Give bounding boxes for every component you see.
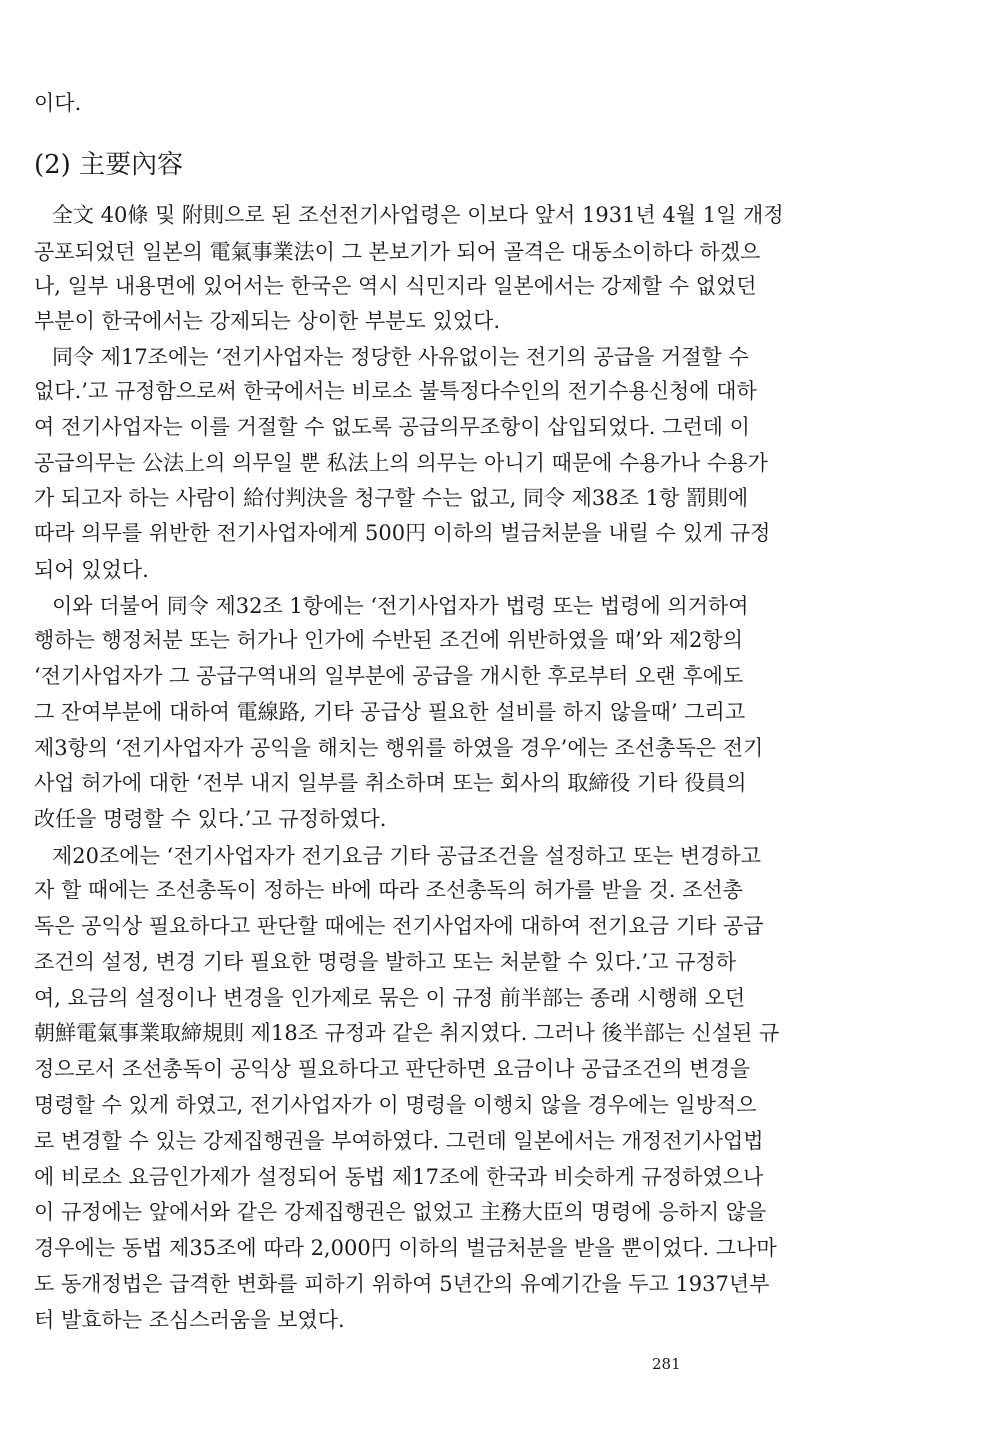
text-line: 없다.’고 규정함으로써 한국에서는 비로소 불특정다수인의 전기수용신청에 대하 <box>34 379 757 403</box>
page-number: 281 <box>652 1355 681 1373</box>
text-line: 로 변경할 수 있는 강제집행권을 부여하였다. 그런데 일본에서는 개정전기사업법 <box>34 1129 764 1153</box>
text-line: 명령할 수 있게 하였고, 전기사업자가 이 명령을 이행치 않을 경우에는 일방적으 <box>34 1093 757 1117</box>
text-line: 도 동개정법은 급격한 변화를 피하기 위하여 5년간의 유예기간을 두고 1937년부 <box>34 1272 770 1296</box>
text-line: 이 규정에는 앞에서와 같은 강제집행권은 없었고 主務大臣의 명령에 응하지 않을 <box>34 1200 767 1224</box>
text-line: 改任을 명령할 수 있다.’고 규정하였다. <box>34 807 387 831</box>
text-line: 全文 40條 및 附則으로 된 조선전기사업령은 이보다 앞서 1931년 4월 1일 개정 <box>52 203 784 227</box>
text-line: 여, 요금의 설정이나 변경을 인가제로 묶은 이 규정 前半部는 종래 시행해 오던 <box>34 986 746 1010</box>
text-line: 독은 공익상 필요하다고 판단할 때에는 전기사업자에 대하여 전기요금 기타 공급 <box>34 914 764 938</box>
text-line: 행하는 행정처분 또는 허가나 인가에 수반된 조건에 위반하였을 때’와 제2항의 <box>34 628 743 652</box>
text-line: 제20조에는 ‘전기사업자가 전기요금 기타 공급조건을 설정하고 또는 변경하고 <box>52 844 761 868</box>
text-line: 터 발효하는 조심스러움을 보였다. <box>34 1308 345 1332</box>
text-line: 조건의 설정, 변경 기타 필요한 명령을 발하고 또는 처분할 수 있다.’고 규정하 <box>34 950 737 974</box>
text-line: 따라 의무를 위반한 전기사업자에게 500円 이하의 벌금처분을 내릴 수 있게 규정 <box>34 521 771 545</box>
text-line: 에 비로소 요금인가제가 설정되어 동법 제17조에 한국과 비슷하게 규정하였으나 <box>34 1165 764 1189</box>
text-line: 공포되었던 일본의 電氣事業法이 그 본보기가 되어 골격은 대동소이하다 하겠으 <box>34 240 761 264</box>
text-line: 朝鮮電氣事業取締規則 제18조 규정과 같은 취지였다. 그러나 後半部는 신설된 규 <box>34 1021 780 1045</box>
text-line: 여 전기사업자는 이를 거절할 수 없도록 공급의무조항이 삽입되었다. 그런데 이 <box>34 415 750 439</box>
text-line: 가 되고자 하는 사람이 給付判決을 청구할 수는 없고, 同令 제38조 1항 罰則에 <box>34 486 749 510</box>
text-line: 되어 있었다. <box>34 558 149 582</box>
text-line: 나, 일부 내용면에 있어서는 한국은 역시 식민지라 일본에서는 강제할 수 없었던 <box>34 274 757 298</box>
text-line: 자 할 때에는 조선총독이 정하는 바에 따라 조선총독의 허가를 받을 것. 조선총 <box>34 878 743 902</box>
section-heading: (2) 主要內容 <box>34 150 184 180</box>
text-line: 同令 제17조에는 ‘전기사업자는 정당한 사유없이는 전기의 공급을 거절할 수 <box>52 345 749 369</box>
text-line: 이다. <box>34 91 82 115</box>
text-line: 부분이 한국에서는 강제되는 상이한 부분도 있었다. <box>34 309 501 333</box>
text-line: 공급의무는 公法上의 의무일 뿐 私法上의 의무는 아니기 때문에 수용가나 수용가 <box>34 451 768 475</box>
text-line: 이와 더불어 同令 제32조 1항에는 ‘전기사업자가 법령 또는 법령에 의거하여 <box>52 594 749 618</box>
text-line: ‘전기사업자가 그 공급구역내의 일부분에 공급을 개시한 후로부터 오랜 후에도 <box>34 664 744 688</box>
text-line: 그 잔여부분에 대하여 電線路, 기타 공급상 필요한 설비를 하지 않을때’ 그리고 <box>34 700 746 724</box>
text-line: 제3항의 ‘전기사업자가 공익을 해치는 행위를 하였을 경우’에는 조선총독은 전기 <box>34 736 764 760</box>
text-line: 경우에는 동법 제35조에 따라 2,000円 이하의 벌금처분을 받을 뿐이었다. 그나마 <box>34 1236 777 1260</box>
text-line: 사업 허가에 대한 ‘전부 내지 일부를 취소하며 또는 회사의 取締役 기타 役員의 <box>34 771 747 795</box>
text-line: 정으로서 조선총독이 공익상 필요하다고 판단하면 요금이나 공급조건의 변경을 <box>34 1057 751 1081</box>
